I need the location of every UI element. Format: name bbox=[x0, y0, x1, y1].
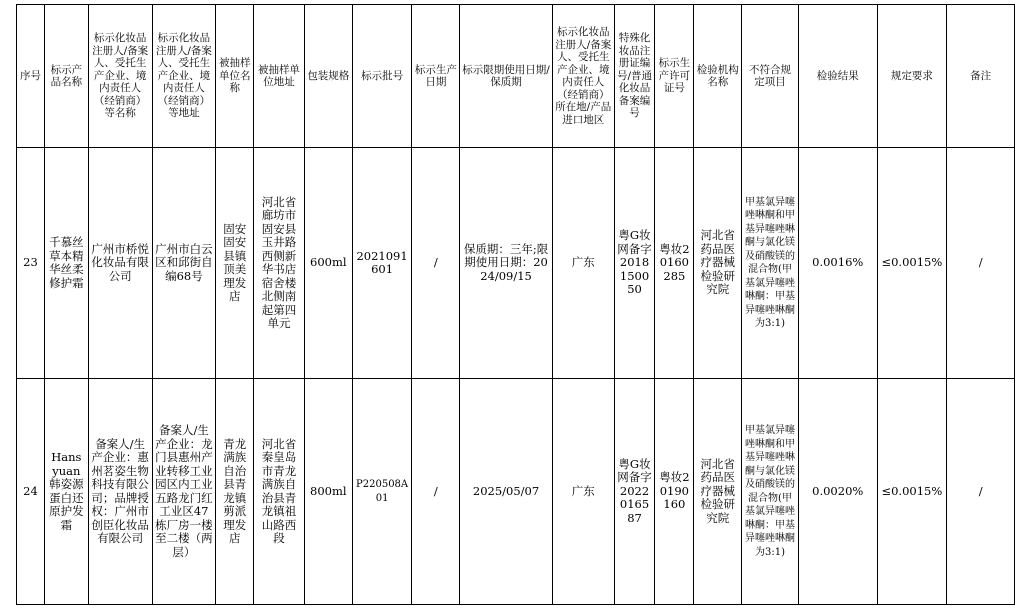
table-cell: 粤G妆网备字2022016587 bbox=[614, 379, 655, 605]
table-row bbox=[17, 379, 1015, 605]
table-cell: 河北省秦皇岛市青龙满族自治县青龙镇祖山路西段 bbox=[254, 379, 305, 605]
header-cell: 标示限期使用日期/保质期 bbox=[460, 5, 553, 148]
table-cell: Hans yuan韩姿源蛋白还原护发霜 bbox=[44, 379, 88, 605]
table-cell: ≤0.0015% bbox=[877, 379, 947, 605]
table-cell: / bbox=[412, 379, 460, 605]
table-cell: 粤G妆网备字2018150050 bbox=[614, 148, 655, 379]
header-cell: 检验机构名称 bbox=[694, 5, 742, 148]
table-cell: / bbox=[947, 379, 1015, 605]
header-cell: 标示化妆品注册人/备案人、受托生产企业、境内责任人（经销商）等名称 bbox=[88, 5, 152, 148]
header-cell: 标示化妆品注册人/备案人、受托生产企业、境内责任人（经销商）所在地/产品进口地区 bbox=[552, 5, 614, 148]
table-cell: ≤0.0015% bbox=[877, 148, 947, 379]
table-cell: 800ml bbox=[304, 379, 352, 605]
table-cell: 青龙满族自治县青龙镇剪派理发店 bbox=[216, 379, 254, 605]
table-cell: 24 bbox=[17, 379, 45, 605]
header-cell: 包装规格 bbox=[304, 5, 352, 148]
table-cell: / bbox=[947, 148, 1015, 379]
table-cell: 广州市桥悦化妆品有限公司 bbox=[88, 148, 152, 379]
table-cell: 23 bbox=[17, 148, 45, 379]
table-cell: 保质期：三年;限期使用日期：2024/09/15 bbox=[460, 148, 553, 379]
table-cell: 2021091601 bbox=[352, 148, 412, 379]
table-cell: 河北省廊坊市固安县玉井路西侧新华书店宿舍楼北侧南起第四单元 bbox=[254, 148, 305, 379]
table-cell: P220508A01 bbox=[352, 379, 412, 605]
header-cell: 标示生产许可证号 bbox=[655, 5, 694, 148]
header-cell: 标示批号 bbox=[352, 5, 412, 148]
header-cell: 规定要求 bbox=[877, 5, 947, 148]
header-cell: 检验结果 bbox=[798, 5, 877, 148]
header-cell: 标示化妆品注册人/备案人、受托生产企业、境内责任人（经销商）等地址 bbox=[152, 5, 216, 148]
header-row bbox=[17, 5, 1015, 148]
table-cell: / bbox=[412, 148, 460, 379]
header-cell: 标示生产日期 bbox=[412, 5, 460, 148]
table-row bbox=[17, 148, 1015, 379]
table-cell: 600ml bbox=[304, 148, 352, 379]
header-cell: 标示产品名称 bbox=[44, 5, 88, 148]
header-cell: 特殊化妆品注册证编号/普通化妆品备案编号 bbox=[614, 5, 655, 148]
header-cell: 被抽样单位名称 bbox=[216, 5, 254, 148]
table-cell: 0.0020% bbox=[798, 379, 877, 605]
table-cell: 2025/05/07 bbox=[460, 379, 553, 605]
table-cell: 备案人/生产企业：惠州茗姿生物科技有限公司；品牌授权：广州市创臣化妆品有限公司 bbox=[88, 379, 152, 605]
table-cell: 粤妆20190160 bbox=[655, 379, 694, 605]
table-cell: 固安固安县镇顶美理发店 bbox=[216, 148, 254, 379]
header-cell: 备注 bbox=[947, 5, 1015, 148]
table-cell: 河北省药品医疗器械检验研究院 bbox=[694, 379, 742, 605]
table-cell: 河北省药品医疗器械检验研究院 bbox=[694, 148, 742, 379]
header-cell: 序号 bbox=[17, 5, 45, 148]
table-cell: 甲基氯异噻唑啉酮和甲基异噻唑啉酮与氯化镁及硝酸镁的混合物(甲基氯异噻唑啉酮：甲基异噻唑啉酮为3:1) bbox=[742, 148, 799, 379]
table-cell: 广东 bbox=[552, 379, 614, 605]
inspection-table bbox=[16, 4, 1015, 605]
header-cell: 被抽样单位地址 bbox=[254, 5, 305, 148]
table-cell: 备案人/生产企业：龙门县惠州产业转移工业园区内工业五路龙门红工业区47栋厂房一楼至二楼（两层） bbox=[152, 379, 216, 605]
table-cell: 粤妆20160285 bbox=[655, 148, 694, 379]
table-cell: 广东 bbox=[552, 148, 614, 379]
table-cell: 甲基氯异噻唑啉酮和甲基异噻唑啉酮与氯化镁及硝酸镁的混合物(甲基氯异噻唑啉酮：甲基异噻唑啉酮为3:1) bbox=[742, 379, 799, 605]
table-cell: 0.0016% bbox=[798, 148, 877, 379]
table-cell: 广州市白云区和邱街自编68号 bbox=[152, 148, 216, 379]
table-cell: 千慕丝草本精华丝柔修护霜 bbox=[44, 148, 88, 379]
header-cell: 不符合规定项目 bbox=[742, 5, 799, 148]
